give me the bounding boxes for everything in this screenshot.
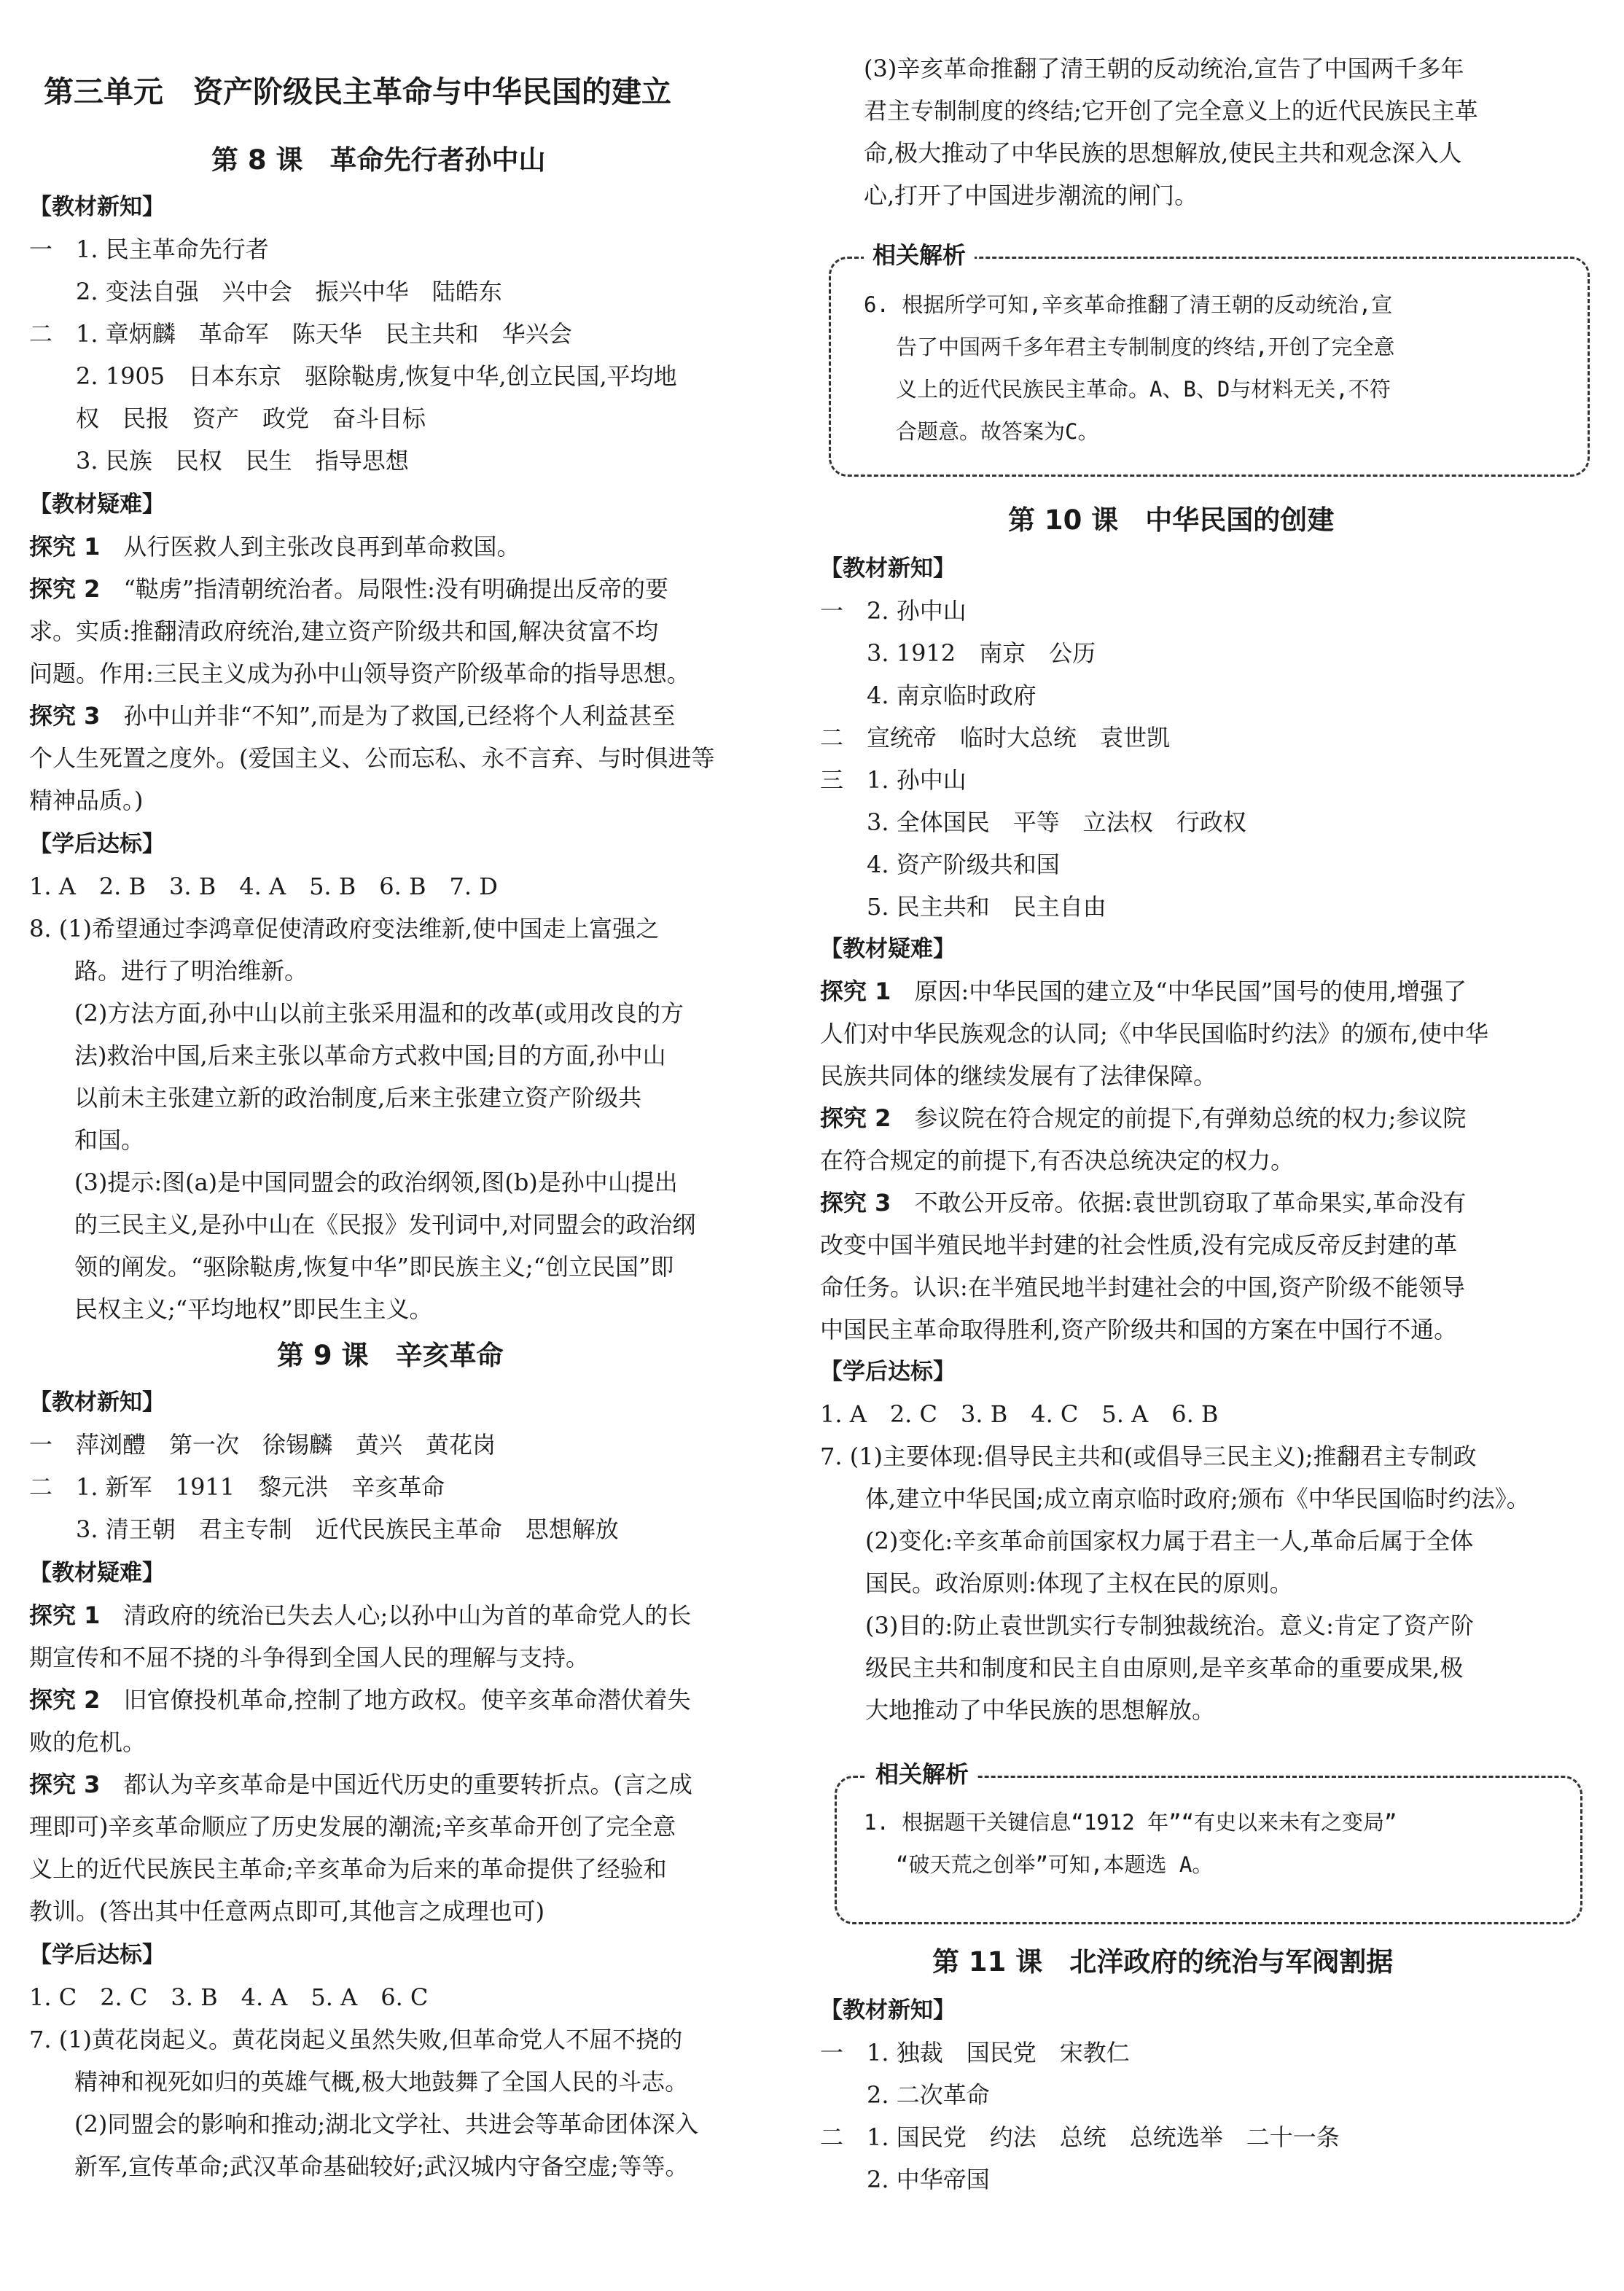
analysis-line: 义上的近代民族民主革命。A、B、D与材料无关,不符	[896, 377, 1391, 402]
lesson8-explore-2	[29, 573, 668, 605]
lesson9-explore-3	[29, 1768, 692, 1800]
lesson9-nk-line: 一 萍浏醴 第一次 徐锡麟 黄兴 黄花岗	[29, 1431, 496, 1459]
q8-line: 领的阐发。“驱除鞑虏,恢复中华”即民族主义;“创立民国”即	[74, 1253, 674, 1281]
continued-line: 君主专制制度的终结;它开创了完全意义上的近代民族民主革	[864, 97, 1478, 125]
explore-text: 旧官僚投机革命,控制了地方政权。使辛亥革命潜伏着失	[123, 1686, 691, 1714]
explore-tag: 探究 1	[29, 1601, 101, 1629]
lesson10-explore-2	[820, 1102, 1466, 1134]
lesson9-title: 第 9 课 辛亥革命	[277, 1340, 504, 1371]
lesson10-answers: 1. A 2. C 3. B 4. C 5. A 6. B	[820, 1400, 1219, 1428]
explore-text: 民族共同体的继续发展有了法律保障。	[820, 1062, 1217, 1090]
q8-line: 民权主义;“平均地权”即民生主义。	[74, 1295, 433, 1323]
explore-text: “鞑虏”指清朝统治者。局限性:没有明确提出反帝的要	[123, 575, 668, 603]
q8-line: 和国。	[74, 1126, 145, 1154]
lesson8-explore-3	[29, 700, 676, 732]
q7-line: 体,建立中华民国;成立南京临时政府;颁布《中华民国临时约法》。	[865, 1485, 1530, 1513]
lesson10-after-heading: 【学后达标】	[820, 1359, 956, 1385]
explore-text: 义上的近代民族民主革命;辛亥革命为后来的革命提供了经验和	[29, 1855, 667, 1883]
lesson10-nk-line: 4. 南京临时政府	[867, 682, 1037, 709]
lesson9-explore-1	[29, 1599, 691, 1631]
q8-line: 8. (1)希望通过李鸿章促使清政府变法维新,使中国走上富强之	[29, 915, 660, 942]
explore-text: 败的危机。	[29, 1728, 147, 1756]
analysis-line: 6. 根据所学可知,辛亥革命推翻了清王朝的反动统治,宣	[864, 292, 1393, 317]
lesson10-nk-line: 3. 1912 南京 公历	[867, 639, 1096, 667]
q7-line: 精神和视死如归的英雄气概,极大地鼓舞了全国人民的斗志。	[74, 2068, 689, 2096]
explore-text: 原因:中华民国的建立及“中华民国”国号的使用,增强了	[914, 977, 1467, 1005]
q8-line: 法)救治中国,后来主张以革命方式救中国;目的方面,孙中山	[74, 1042, 666, 1069]
q7-line: (2)变化:辛亥革命前国家权力属于君主一人,革命后属于全体	[865, 1527, 1474, 1555]
q7-line: 级民主共和制度和民主自由原则,是辛亥革命的重要成果,极	[865, 1654, 1464, 1682]
analysis-line: 1. 根据题干关键信息“1912 年”“有史以来未有之变局”	[864, 1810, 1397, 1835]
explore-text: 求。实质:推翻清政府统治,建立资产阶级共和国,解决贫富不均	[29, 617, 659, 645]
lesson11-new-knowledge-heading: 【教材新知】	[820, 1997, 956, 2023]
lesson11-nk-line: 2. 中华帝国	[867, 2166, 990, 2193]
lesson11-nk-line: 2. 二次革命	[867, 2081, 990, 2109]
explore-tag: 探究 2	[29, 1686, 101, 1714]
lesson9-new-knowledge-heading: 【教材新知】	[29, 1389, 165, 1416]
explore-text: 人们对中华民族观念的认同;《中华民国临时约法》的颁布,使中华	[820, 1020, 1488, 1047]
explore-text: 在符合规定的前提下,有否决总统决定的权力。	[820, 1147, 1295, 1174]
lesson10-explore-1	[820, 975, 1467, 1007]
lesson9-nk-line: 二 1. 新军 1911 黎元洪 辛亥革命	[29, 1473, 445, 1501]
lesson10-nk-line: 4. 资产阶级共和国	[867, 851, 1060, 878]
q7-line: (2)同盟会的影响和推动;湖北文学社、共进会等革命团体深入	[74, 2110, 699, 2138]
q7-line: 7. (1)黄花岗起义。黄花岗起义虽然失败,但革命党人不屈不挠的	[29, 2026, 683, 2053]
lesson8-nk-line: 3. 民族 民权 民生 指导思想	[76, 447, 409, 475]
lesson9-difficulty-heading: 【教材疑难】	[29, 1560, 165, 1586]
explore-text: 清政府的统治已失去人心;以孙中山为首的革命党人的长	[123, 1601, 692, 1629]
explore-tag: 探究 3	[29, 1771, 101, 1798]
q8-line: (2)方法方面,孙中山以前主张采用温和的改革(或用改良的方	[74, 999, 684, 1027]
explore-tag: 探究 2	[820, 1104, 891, 1132]
q8-line: 以前未主张建立新的政治制度,后来主张建立资产阶级共	[74, 1084, 642, 1112]
explore-tag: 探究 2	[29, 575, 101, 603]
lesson8-new-knowledge-heading: 【教材新知】	[29, 194, 165, 220]
q8-line: (3)提示:图(a)是中国同盟会的政治纲领,图(b)是孙中山提出	[74, 1168, 678, 1196]
q7-line: 国民。政治原则:体现了主权在民的原则。	[865, 1569, 1293, 1597]
explore-text: 精神品质。)	[29, 787, 144, 814]
lesson10-nk-line: 二 宣统帝 临时大总统 袁世凯	[820, 724, 1171, 752]
lesson10-difficulty-heading: 【教材疑难】	[820, 936, 956, 962]
q7-line: 大地推动了中华民族的思想解放。	[865, 1696, 1216, 1724]
explore-text: 命任务。认识:在半殖民地半封建社会的中国,资产阶级不能领导	[820, 1273, 1465, 1301]
lesson8-difficulty-heading: 【教材疑难】	[29, 491, 165, 518]
lesson10-explore-3	[820, 1187, 1466, 1219]
lesson9-nk-line: 3. 清王朝 君主专制 近代民族民主革命 思想解放	[76, 1515, 619, 1543]
lesson9-after-heading: 【学后达标】	[29, 1942, 165, 1968]
explore-tag: 探究 1	[29, 533, 101, 561]
lesson8-title: 第 8 课 革命先行者孙中山	[211, 144, 546, 176]
analysis-line: “破天荒之创举”可知,本题选 A。	[896, 1852, 1214, 1877]
lesson10-nk-line: 三 1. 孙中山	[820, 766, 967, 794]
continued-line: 心,打开了中国进步潮流的闸门。	[864, 182, 1198, 209]
analysis-line: 合题意。故答案为C。	[896, 419, 1099, 444]
lesson8-nk-line: 2. 变法自强 兴中会 振兴中华 陆皓东	[76, 278, 502, 305]
lesson9-explore-2	[29, 1684, 691, 1716]
lesson10-nk-line: 5. 民主共和 民主自由	[867, 893, 1106, 921]
continued-line: (3)辛亥革命推翻了清王朝的反动统治,宣告了中国两千多年	[864, 55, 1464, 82]
explore-text: 改变中国半殖民地半封建的社会性质,没有完成反帝反封建的革	[820, 1231, 1458, 1259]
explore-tag: 探究 3	[820, 1189, 891, 1217]
continued-line: 命,极大推动了中华民族的思想解放,使民主共和观念深入人	[864, 139, 1462, 167]
lesson10-nk-line: 一 2. 孙中山	[820, 597, 967, 625]
lesson8-nk-line: 2. 1905 日本东京 驱除鞑虏,恢复中华,创立民国,平均地	[76, 362, 677, 390]
lesson8-answers: 1. A 2. B 3. B 4. A 5. B 6. B 7. D	[29, 873, 498, 900]
lesson8-nk-line: 一 1. 民主革命先行者	[29, 235, 269, 263]
explore-text: 从行医救人到主张改良再到革命救国。	[123, 533, 520, 561]
q7-line: 新军,宣传革命;武汉革命基础较好;武汉城内守备空虚;等等。	[74, 2153, 689, 2180]
q7-line: 7. (1)主要体现:倡导民主共和(或倡导三民主义);推翻君主专制政	[820, 1443, 1477, 1470]
explore-text: 期宣传和不屈不挠的斗争得到全国人民的理解与支持。	[29, 1644, 590, 1671]
explore-text: 孙中山并非“不知”,而是为了救国,已经将个人利益甚至	[123, 702, 676, 730]
explore-text: 中国民主革命取得胜利,资产阶级共和国的方案在中国行不通。	[820, 1316, 1458, 1343]
explore-text: 问题。作用:三民主义成为孙中山领导资产阶级革命的指导思想。	[29, 660, 690, 687]
explore-text: 不敢公开反帝。依据:袁世凯窃取了革命果实,革命没有	[914, 1189, 1467, 1217]
explore-tag: 探究 3	[29, 702, 101, 730]
q8-line: 路。进行了明治维新。	[74, 957, 308, 985]
explore-tag: 探究 1	[820, 977, 891, 1005]
lesson11-title: 第 11 课 北洋政府的统治与军阀割据	[932, 1946, 1394, 1978]
lesson10-title: 第 10 课 中华民国的创建	[1008, 504, 1335, 536]
analysis-line: 告了中国两千多年君主专制制度的终结,开创了完全意	[896, 335, 1395, 359]
unit-title: 第三单元 资产阶级民主革命与中华民国的建立	[44, 74, 671, 109]
lesson8-explore-1	[29, 531, 520, 563]
analysis-box-title: 相关解析	[867, 1760, 977, 1789]
explore-text: 教训。(答出其中任意两点即可,其他言之成理也可)	[29, 1897, 545, 1925]
lesson8-nk-line: 权 民报 资产 政党 奋斗目标	[76, 405, 426, 432]
lesson8-after-heading: 【学后达标】	[29, 831, 165, 857]
explore-text: 理即可)辛亥革命顺应了历史发展的潮流;辛亥革命开创了完全意	[29, 1813, 676, 1841]
lesson11-nk-line: 一 1. 独裁 国民党 宋教仁	[820, 2039, 1130, 2066]
lesson9-answers: 1. C 2. C 3. B 4. A 5. A 6. C	[29, 1983, 429, 2011]
lesson10-new-knowledge-heading: 【教材新知】	[820, 555, 956, 582]
analysis-box-title: 相关解析	[864, 241, 975, 270]
lesson11-nk-line: 二 1. 国民党 约法 总统 总统选举 二十一条	[820, 2123, 1340, 2151]
explore-text: 参议院在符合规定的前提下,有弹劾总统的权力;参议院	[914, 1104, 1467, 1132]
q7-line: (3)目的:防止袁世凯实行专制独裁统治。意义:肯定了资产阶	[865, 1612, 1474, 1639]
lesson10-nk-line: 3. 全体国民 平等 立法权 行政权	[867, 808, 1246, 836]
q8-line: 的三民主义,是孙中山在《民报》发刊词中,对同盟会的政治纲	[74, 1211, 696, 1238]
lesson8-nk-line: 二 1. 章炳麟 革命军 陈天华 民主共和 华兴会	[29, 320, 572, 348]
explore-text: 个人生死置之度外。(爱国主义、公而忘私、永不言弃、与时俱进等	[29, 744, 715, 772]
explore-text: 都认为辛亥革命是中国近代历史的重要转折点。(言之成	[123, 1771, 692, 1798]
